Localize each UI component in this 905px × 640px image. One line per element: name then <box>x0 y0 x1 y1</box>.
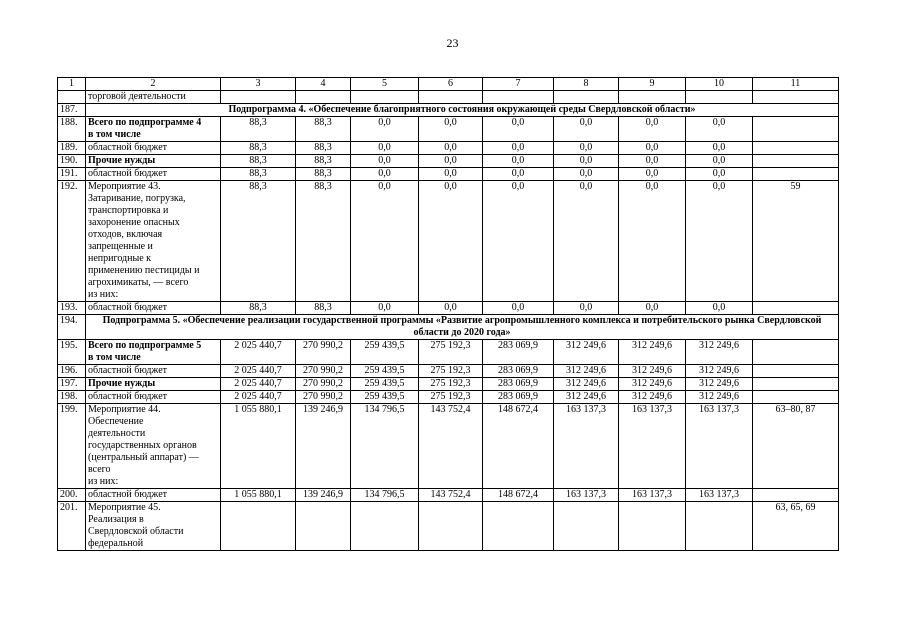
value-cell: 1 055 880,1 <box>221 489 296 502</box>
subprogram-title: Подпрограмма 4. «Обеспечение благоприятного состояния окружающей среды Свердловской области» <box>86 104 839 117</box>
value-cell: 0,0 <box>351 168 419 181</box>
value-cell: 0,0 <box>419 142 483 155</box>
row-name: Всего по подпрограмме 5 в том числе <box>86 340 221 365</box>
value-cell: 88,3 <box>221 142 296 155</box>
row-number: 188. <box>58 117 86 142</box>
value-cell: 88,3 <box>296 117 351 142</box>
value-cell: 0,0 <box>351 155 419 168</box>
row-number: 199. <box>58 404 86 489</box>
row-name: Прочие нужды <box>86 155 221 168</box>
row-name: Прочие нужды <box>86 378 221 391</box>
value-cell <box>419 502 483 551</box>
value-cell: 88,3 <box>296 142 351 155</box>
row-number: 191. <box>58 168 86 181</box>
value-cell: 2 025 440,7 <box>221 365 296 378</box>
value-cell <box>296 91 351 104</box>
value-cell: 312 249,6 <box>619 340 686 365</box>
value-cell: 312 249,6 <box>554 391 619 404</box>
value-cell <box>686 91 753 104</box>
value-cell: 0,0 <box>686 181 753 302</box>
value-cell: 143 752,4 <box>419 404 483 489</box>
table-row <box>58 181 839 302</box>
row-number: 194. <box>58 315 86 340</box>
reference-cell <box>753 340 839 365</box>
header-cell: 6 <box>419 78 483 91</box>
table-row <box>58 340 839 365</box>
value-cell <box>351 91 419 104</box>
table-row <box>58 168 839 181</box>
value-cell: 88,3 <box>221 155 296 168</box>
value-cell: 259 439,5 <box>351 340 419 365</box>
header-cell: 1 <box>58 78 86 91</box>
value-cell <box>619 91 686 104</box>
row-number: 200. <box>58 489 86 502</box>
table-row <box>58 302 839 315</box>
table-row <box>58 117 839 142</box>
value-cell: 148 672,4 <box>483 404 554 489</box>
row-number: 190. <box>58 155 86 168</box>
row-number: 187. <box>58 104 86 117</box>
row-name: областной бюджет <box>86 489 221 502</box>
row-number: 201. <box>58 502 86 551</box>
row-name: Мероприятие 43. Затаривание, погрузка, транспортировка и захоронение опасных отходов, включая запрещенные и непригодные к применению пестициды и агрохимикаты, — всего из них: <box>86 181 221 302</box>
row-number: 197. <box>58 378 86 391</box>
value-cell: 0,0 <box>419 302 483 315</box>
row-name: областной бюджет <box>86 168 221 181</box>
value-cell: 270 990,2 <box>296 391 351 404</box>
value-cell <box>686 502 753 551</box>
value-cell: 0,0 <box>483 142 554 155</box>
header-row <box>58 78 839 91</box>
page-number: 23 <box>446 36 459 50</box>
value-cell: 0,0 <box>483 168 554 181</box>
value-cell: 2 025 440,7 <box>221 391 296 404</box>
value-cell: 283 069,9 <box>483 378 554 391</box>
header-cell: 2 <box>86 78 221 91</box>
value-cell: 139 246,9 <box>296 404 351 489</box>
table-row <box>58 91 839 104</box>
value-cell: 0,0 <box>686 155 753 168</box>
value-cell: 163 137,3 <box>619 404 686 489</box>
value-cell: 0,0 <box>686 142 753 155</box>
value-cell: 0,0 <box>619 302 686 315</box>
reference-cell <box>753 117 839 142</box>
value-cell: 312 249,6 <box>619 378 686 391</box>
reference-cell <box>753 155 839 168</box>
value-cell: 88,3 <box>221 117 296 142</box>
value-cell: 0,0 <box>686 302 753 315</box>
header-cell: 8 <box>554 78 619 91</box>
value-cell: 2 025 440,7 <box>221 340 296 365</box>
value-cell: 283 069,9 <box>483 391 554 404</box>
value-cell: 0,0 <box>483 181 554 302</box>
value-cell <box>619 502 686 551</box>
value-cell: 148 672,4 <box>483 489 554 502</box>
row-name: областной бюджет <box>86 391 221 404</box>
header-cell: 4 <box>296 78 351 91</box>
row-number: 192. <box>58 181 86 302</box>
value-cell: 259 439,5 <box>351 365 419 378</box>
value-cell: 143 752,4 <box>419 489 483 502</box>
value-cell: 0,0 <box>483 302 554 315</box>
value-cell: 0,0 <box>419 155 483 168</box>
value-cell <box>221 91 296 104</box>
value-cell: 275 192,3 <box>419 340 483 365</box>
reference-cell <box>753 91 839 104</box>
subprogram-title: Подпрограмма 5. «Обеспечение реализации государственной программы «Развитие агропромышленного комплекса и потребительского рынка Свердловской области до 2020 года» <box>86 315 839 340</box>
value-cell: 134 796,5 <box>351 489 419 502</box>
value-cell: 312 249,6 <box>619 365 686 378</box>
table-row <box>58 142 839 155</box>
reference-cell <box>753 489 839 502</box>
table-row <box>58 378 839 391</box>
reference-cell <box>753 142 839 155</box>
value-cell: 0,0 <box>419 117 483 142</box>
value-cell: 312 249,6 <box>686 365 753 378</box>
value-cell: 2 025 440,7 <box>221 378 296 391</box>
value-cell: 275 192,3 <box>419 391 483 404</box>
value-cell <box>351 502 419 551</box>
row-name: Мероприятие 45. Реализация в Свердловской области федеральной <box>86 502 221 551</box>
reference-cell <box>753 365 839 378</box>
value-cell: 0,0 <box>554 155 619 168</box>
header-cell: 7 <box>483 78 554 91</box>
value-cell <box>296 502 351 551</box>
table-row <box>58 155 839 168</box>
value-cell <box>419 91 483 104</box>
value-cell <box>483 91 554 104</box>
value-cell: 0,0 <box>554 142 619 155</box>
reference-cell <box>753 378 839 391</box>
value-cell: 312 249,6 <box>554 378 619 391</box>
table-row <box>58 489 839 502</box>
reference-cell <box>753 168 839 181</box>
value-cell: 0,0 <box>351 181 419 302</box>
row-name: Мероприятие 44. Обеспечение деятельности государственных органов (центральный аппарат) — всего из них: <box>86 404 221 489</box>
value-cell: 88,3 <box>221 181 296 302</box>
value-cell: 163 137,3 <box>619 489 686 502</box>
value-cell: 259 439,5 <box>351 391 419 404</box>
row-number: 198. <box>58 391 86 404</box>
row-number: 189. <box>58 142 86 155</box>
table-row <box>58 502 839 551</box>
value-cell: 312 249,6 <box>554 365 619 378</box>
value-cell: 0,0 <box>619 181 686 302</box>
value-cell: 312 249,6 <box>686 378 753 391</box>
value-cell: 0,0 <box>483 117 554 142</box>
value-cell: 312 249,6 <box>554 340 619 365</box>
value-cell: 270 990,2 <box>296 365 351 378</box>
row-number <box>58 91 86 104</box>
value-cell: 163 137,3 <box>554 404 619 489</box>
value-cell: 134 796,5 <box>351 404 419 489</box>
value-cell: 0,0 <box>419 181 483 302</box>
value-cell: 312 249,6 <box>686 391 753 404</box>
value-cell: 0,0 <box>686 168 753 181</box>
value-cell: 0,0 <box>619 117 686 142</box>
value-cell: 312 249,6 <box>619 391 686 404</box>
value-cell: 0,0 <box>554 117 619 142</box>
header-cell: 10 <box>686 78 753 91</box>
value-cell: 0,0 <box>619 168 686 181</box>
row-name: областной бюджет <box>86 302 221 315</box>
reference-cell: 63, 65, 69 <box>753 502 839 551</box>
reference-cell: 63–80, 87 <box>753 404 839 489</box>
value-cell <box>221 502 296 551</box>
value-cell: 163 137,3 <box>686 489 753 502</box>
value-cell: 0,0 <box>619 155 686 168</box>
value-cell: 275 192,3 <box>419 378 483 391</box>
value-cell: 0,0 <box>483 155 554 168</box>
value-cell <box>483 502 554 551</box>
budget-table <box>57 77 839 551</box>
subprogram-row <box>58 104 839 117</box>
value-cell: 270 990,2 <box>296 340 351 365</box>
table-row <box>58 365 839 378</box>
row-name: торговой деятельности <box>86 91 221 104</box>
value-cell: 88,3 <box>296 155 351 168</box>
row-name: областной бюджет <box>86 142 221 155</box>
header-cell: 9 <box>619 78 686 91</box>
value-cell: 1 055 880,1 <box>221 404 296 489</box>
value-cell: 0,0 <box>619 142 686 155</box>
value-cell: 163 137,3 <box>686 404 753 489</box>
value-cell: 0,0 <box>686 117 753 142</box>
value-cell: 88,3 <box>296 181 351 302</box>
value-cell: 283 069,9 <box>483 365 554 378</box>
value-cell: 0,0 <box>554 302 619 315</box>
value-cell: 0,0 <box>351 302 419 315</box>
value-cell: 312 249,6 <box>686 340 753 365</box>
value-cell: 259 439,5 <box>351 378 419 391</box>
header-cell: 5 <box>351 78 419 91</box>
value-cell <box>554 91 619 104</box>
row-number: 196. <box>58 365 86 378</box>
value-cell <box>554 502 619 551</box>
reference-cell <box>753 302 839 315</box>
value-cell: 88,3 <box>296 302 351 315</box>
value-cell: 163 137,3 <box>554 489 619 502</box>
value-cell: 0,0 <box>351 117 419 142</box>
header-cell: 11 <box>753 78 839 91</box>
value-cell: 0,0 <box>351 142 419 155</box>
row-name: областной бюджет <box>86 365 221 378</box>
row-number: 195. <box>58 340 86 365</box>
value-cell: 283 069,9 <box>483 340 554 365</box>
table-row <box>58 404 839 489</box>
reference-cell <box>753 391 839 404</box>
row-number: 193. <box>58 302 86 315</box>
subprogram-row <box>58 315 839 340</box>
value-cell: 88,3 <box>221 168 296 181</box>
value-cell: 0,0 <box>419 168 483 181</box>
row-name: Всего по подпрограмме 4 в том числе <box>86 117 221 142</box>
value-cell: 0,0 <box>554 181 619 302</box>
header-cell: 3 <box>221 78 296 91</box>
value-cell: 270 990,2 <box>296 378 351 391</box>
value-cell: 275 192,3 <box>419 365 483 378</box>
value-cell: 88,3 <box>296 168 351 181</box>
value-cell: 139 246,9 <box>296 489 351 502</box>
reference-cell: 59 <box>753 181 839 302</box>
value-cell: 88,3 <box>221 302 296 315</box>
table-row <box>58 391 839 404</box>
value-cell: 0,0 <box>554 168 619 181</box>
